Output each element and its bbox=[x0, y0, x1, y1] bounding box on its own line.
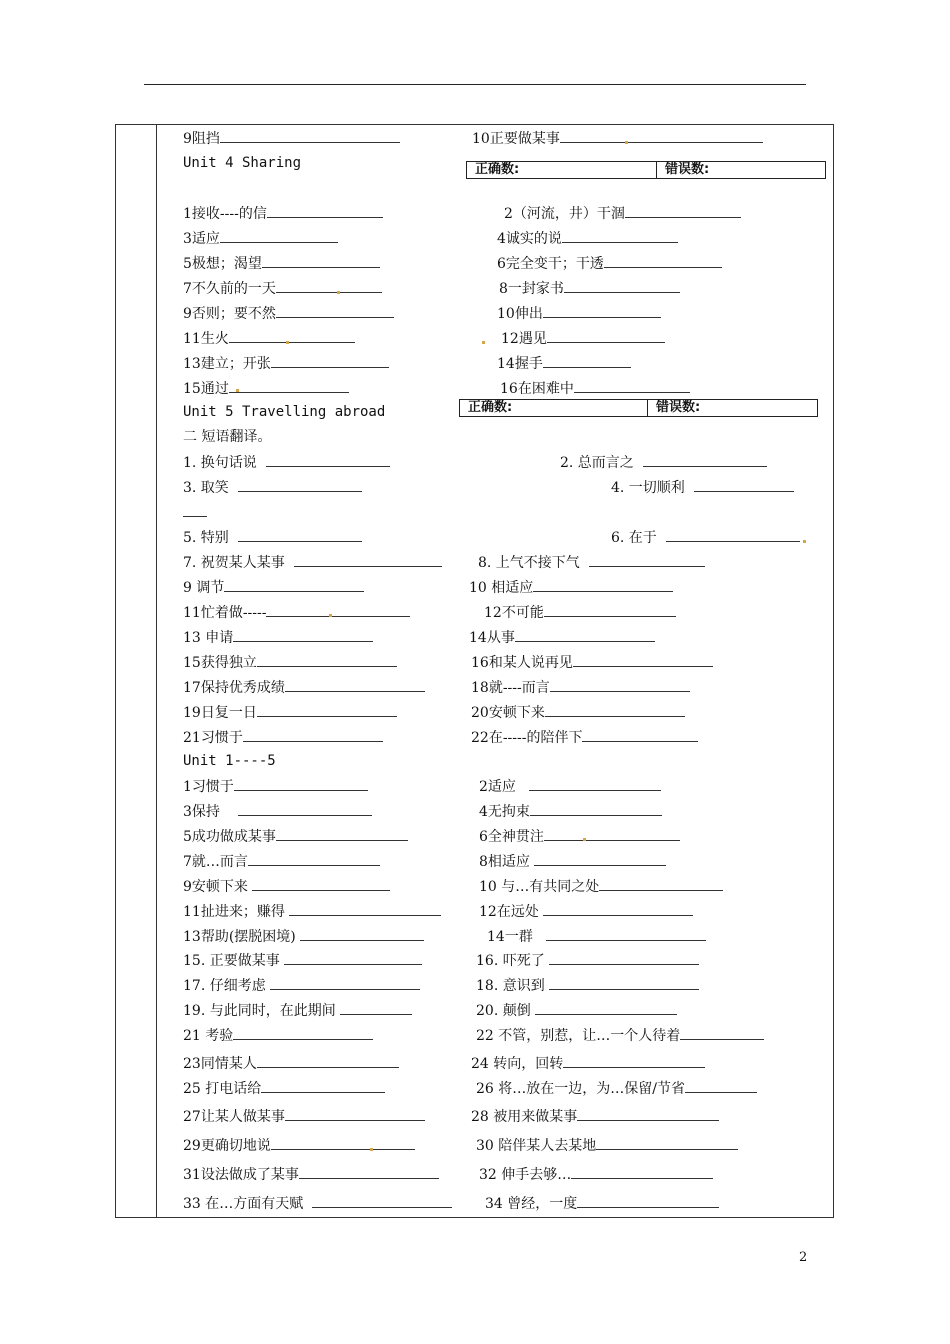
list-item: 2适应 bbox=[479, 777, 661, 796]
list-item: 4. 一切顺利 bbox=[611, 478, 794, 497]
list-item: 8相适应 bbox=[479, 852, 666, 871]
list-item: 1. 换句话说 bbox=[183, 453, 390, 472]
list-item: 30 陪伴某人去某地 bbox=[476, 1136, 738, 1155]
list-item: 3保持 bbox=[183, 802, 372, 821]
margin-column-line bbox=[156, 125, 157, 1217]
list-item: 27让某人做某事 bbox=[183, 1107, 425, 1126]
list-item: 5成功做成某事 bbox=[183, 827, 408, 846]
list-item: 20安顿下来 bbox=[471, 703, 685, 722]
list-item: 4诚实的说 bbox=[497, 229, 678, 248]
wrong-count-label: 错误数: bbox=[656, 400, 701, 415]
list-item: 22在-----的陪伴下 bbox=[471, 728, 698, 747]
list-item: 9 调节 bbox=[183, 578, 364, 597]
list-item: 7. 祝贺某人某事 bbox=[183, 553, 442, 572]
list-item: 25 打电话给 bbox=[183, 1079, 385, 1098]
unit-4-heading: Unit 4 Sharing bbox=[183, 155, 302, 171]
ink-speck bbox=[337, 291, 340, 294]
unit-review-heading: Unit 1----5 bbox=[183, 753, 276, 769]
list-item: 31设法做成了某事 bbox=[183, 1165, 439, 1184]
list-item: 11生火 bbox=[183, 329, 355, 348]
list-item: 10 与…有共同之处 bbox=[479, 877, 723, 896]
list-item: 26 将…放在一边，为…保留/节省 bbox=[476, 1079, 757, 1098]
list-item: 14一群 bbox=[487, 927, 706, 946]
list-item: 17. 仔细考虑 bbox=[183, 976, 420, 995]
list-item: 11扯进来；赚得 bbox=[183, 902, 441, 921]
ink-speck bbox=[236, 389, 239, 392]
list-item: 13建立；开张 bbox=[183, 354, 389, 373]
ink-speck bbox=[803, 540, 806, 543]
list-item: 3. 取笑 bbox=[183, 478, 362, 497]
section-heading: 二 短语翻译。 bbox=[183, 429, 272, 445]
list-item: 32 伸手去够… bbox=[479, 1165, 713, 1184]
list-item: 2. 总而言之 bbox=[560, 453, 767, 472]
wrong-count-label: 错误数: bbox=[665, 162, 710, 177]
list-item: 9阻挡 bbox=[183, 129, 400, 148]
list-item: 2（河流，井）干涸 bbox=[504, 204, 741, 223]
list-item: 6全神贯注 bbox=[479, 827, 680, 846]
wrapped-blank bbox=[183, 503, 207, 522]
list-item: 17保持优秀成绩 bbox=[183, 678, 425, 697]
list-item: 12遇见 bbox=[501, 329, 665, 348]
list-item: 16. 吓死了 bbox=[476, 951, 699, 970]
correct-count-label: 正确数: bbox=[475, 162, 520, 177]
list-item: 23同情某人 bbox=[183, 1054, 399, 1073]
ink-speck bbox=[370, 1148, 373, 1151]
unit-5-heading: Unit 5 Travelling abroad bbox=[183, 404, 386, 420]
list-item: 10 相适应 bbox=[469, 578, 673, 597]
list-item: 19. 与此同时，在此期间 bbox=[183, 1001, 412, 1020]
correct-count-label: 正确数: bbox=[468, 400, 513, 415]
list-item: 28 被用来做某事 bbox=[471, 1107, 719, 1126]
ink-speck bbox=[286, 341, 289, 344]
list-item: 13 申请 bbox=[183, 628, 373, 647]
list-item: 16在困难中 bbox=[500, 379, 690, 398]
list-item: 1接收----的信 bbox=[183, 204, 383, 223]
list-item: 19日复一日 bbox=[183, 703, 397, 722]
list-item: 20. 颠倒 bbox=[476, 1001, 677, 1020]
list-item: 6完全变干；干透 bbox=[497, 254, 722, 273]
ink-speck bbox=[482, 341, 485, 344]
list-item: 21习惯于 bbox=[183, 728, 383, 747]
list-item: 5极想；渴望 bbox=[183, 254, 380, 273]
list-item: 4无拘束 bbox=[479, 802, 662, 821]
list-item: 6. 在于 bbox=[611, 528, 800, 547]
list-item: 14握手 bbox=[497, 354, 631, 373]
list-item: 12不可能 bbox=[484, 603, 676, 622]
list-item: 9否则；要不然 bbox=[183, 304, 394, 323]
header-rule bbox=[144, 84, 806, 85]
list-item: 22 不管，别惹，让…一个人待着 bbox=[476, 1026, 764, 1045]
score-box bbox=[466, 161, 826, 179]
list-item: 12在远处 bbox=[479, 902, 693, 921]
list-item: 7就…而言 bbox=[183, 852, 380, 871]
list-item: 11忙着做----- bbox=[183, 603, 410, 622]
list-item: 8. 上气不接下气 bbox=[478, 553, 705, 572]
list-item: 29更确切地说 bbox=[183, 1136, 415, 1155]
list-item: 5. 特别 bbox=[183, 528, 362, 547]
list-item: 14从事 bbox=[469, 628, 655, 647]
list-item: 18就----而言 bbox=[471, 678, 690, 697]
list-item: 8一封家书 bbox=[499, 279, 680, 298]
list-item: 1习惯于 bbox=[183, 777, 368, 796]
list-item: 7不久前的一天 bbox=[183, 279, 382, 298]
page-number: 2 bbox=[799, 1250, 808, 1265]
list-item: 10伸出 bbox=[497, 304, 661, 323]
list-item: 15通过 bbox=[183, 379, 349, 398]
score-box bbox=[459, 399, 818, 417]
list-item: 13帮助(摆脱困境) bbox=[183, 927, 424, 946]
list-item: 34 曾经，一度 bbox=[485, 1194, 719, 1213]
list-item: 24 转向，回转 bbox=[471, 1054, 705, 1073]
list-item: 33 在…方面有天赋 bbox=[183, 1194, 452, 1213]
list-item: 3适应 bbox=[183, 229, 338, 248]
list-item: 10正要做某事 bbox=[472, 129, 763, 148]
ink-speck bbox=[625, 141, 628, 144]
ink-speck bbox=[583, 838, 586, 841]
list-item: 15. 正要做某事 bbox=[183, 951, 422, 970]
list-item: 9安顿下来 bbox=[183, 877, 390, 896]
list-item: 18. 意识到 bbox=[476, 976, 699, 995]
list-item: 15获得独立 bbox=[183, 653, 397, 672]
list-item: 16和某人说再见 bbox=[471, 653, 713, 672]
ink-speck bbox=[329, 614, 332, 617]
list-item: 21 考验 bbox=[183, 1026, 373, 1045]
